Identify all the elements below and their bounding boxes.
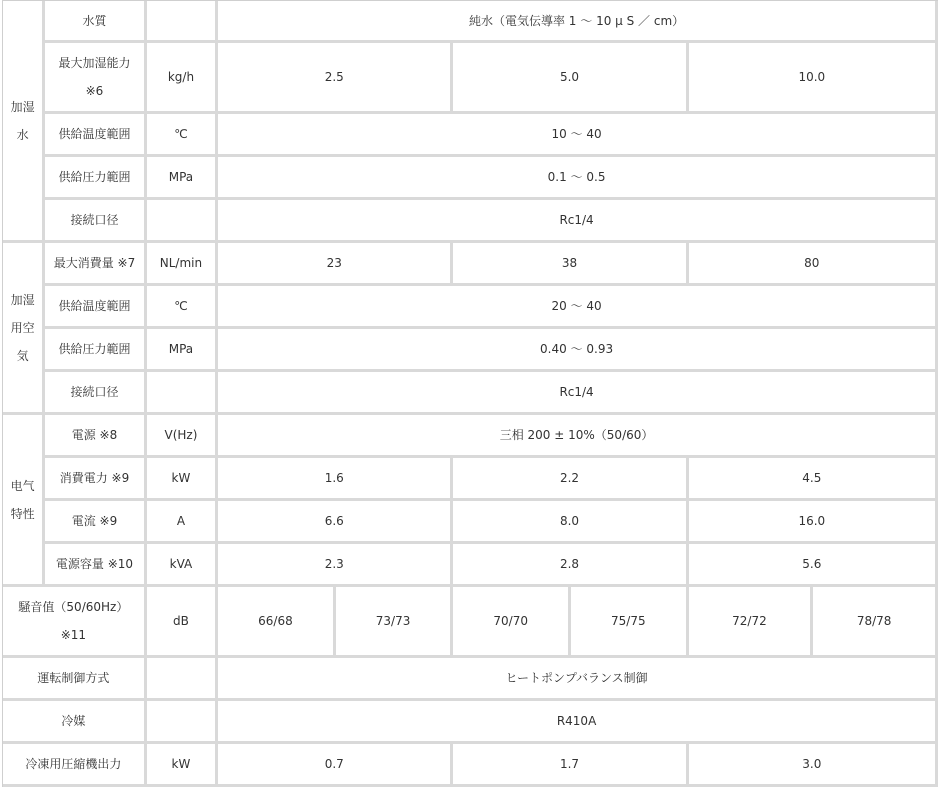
group-air-line3: 気 [16,348,29,363]
row-label: 供給温度範囲 [45,114,147,157]
row-label: 運転制御方式 [3,658,147,701]
group-water-line2: 水 [16,127,29,142]
row-label: 接続口径 [45,372,147,415]
row-unit: MPa [147,157,218,200]
group-electric-line2: 特性 [10,506,35,521]
row-value: 66/68 [218,587,336,658]
row-label: 供給圧力範囲 [45,329,147,372]
row-unit: ℃ [147,286,218,329]
row-unit: A [147,501,218,544]
row-value: 2.8 [453,544,688,587]
row-value: ヒートポンプバランス制御 [218,658,938,701]
row-value: 純水（電気伝導率 1 ～ 10 μ S ／ cm） [218,1,938,43]
row-unit: ℃ [147,114,218,157]
table-row [3,701,938,744]
row-unit [147,1,218,43]
row-label: 供給圧力範囲 [45,157,147,200]
row-value: 5.0 [453,43,688,114]
table-row [3,501,938,544]
row-value: 4.5 [689,458,938,501]
row-unit [147,658,218,701]
row-unit: kW [147,744,218,787]
row-label: 最大消費量 ※7 [45,243,147,286]
group-air-line1: 加湿 [10,292,35,307]
row-value: 0.1 ～ 0.5 [218,157,938,200]
table-row [3,200,938,243]
row-value: 20 ～ 40 [218,286,938,329]
row-value: 73/73 [336,587,454,658]
row-value: 72/72 [689,587,814,658]
row-label-line1: 最大加湿能力 [58,56,131,70]
row-value: Rc1/4 [218,200,938,243]
row-unit [147,701,218,744]
row-label-line1: 騒音值（50/60Hz） [18,600,129,614]
table-row [3,744,938,787]
row-value: 10.0 [689,43,938,114]
row-value: 75/75 [571,587,689,658]
row-value: 0.7 [218,744,453,787]
table-row [3,114,938,157]
table-row [3,1,938,43]
row-label: 消費電力 ※9 [45,458,147,501]
row-label: 接続口径 [45,200,147,243]
row-value: 80 [689,243,938,286]
table-row [3,157,938,200]
row-label: 電流 ※9 [45,501,147,544]
row-value: 23 [218,243,453,286]
group-electric-line1: 电气 [10,478,35,493]
row-value: 1.7 [453,744,688,787]
row-value: 3.0 [689,744,938,787]
row-value: 1.6 [218,458,453,501]
row-unit: MPa [147,329,218,372]
row-label [45,43,147,114]
table-row [3,658,938,701]
row-label-line2: ※6 [85,84,104,98]
row-value: 10 ～ 40 [218,114,938,157]
row-value: 5.6 [689,544,938,587]
row-unit: kVA [147,544,218,587]
row-value: 2.5 [218,43,453,114]
group-water-line1: 加湿 [10,99,35,114]
row-value: 16.0 [689,501,938,544]
row-unit: NL/min [147,243,218,286]
table-row [3,286,938,329]
table-row [3,329,938,372]
row-value: Rc1/4 [218,372,938,415]
row-label-line2: ※11 [60,628,87,642]
group-air-line2: 用空 [10,320,35,335]
table-row [3,372,938,415]
row-value: 8.0 [453,501,688,544]
row-label [3,587,147,658]
row-unit: kW [147,458,218,501]
row-value: R410A [218,701,938,744]
group-air [3,243,45,415]
row-value: 0.40 ～ 0.93 [218,329,938,372]
row-label: 電源容量 ※10 [45,544,147,587]
row-value: 78/78 [813,587,938,658]
row-unit: V(Hz) [147,415,218,458]
row-label: 冷凍用圧縮機出力 [3,744,147,787]
spec-table [2,0,938,787]
row-unit: kg/h [147,43,218,114]
table-row [3,587,938,658]
row-value: 6.6 [218,501,453,544]
table-row [3,243,938,286]
group-electric [3,415,45,587]
row-value: 38 [453,243,688,286]
row-label: 電源 ※8 [45,415,147,458]
row-unit [147,372,218,415]
row-value: 三相 200 ± 10%（50/60） [218,415,938,458]
row-value: 70/70 [453,587,571,658]
table-row [3,415,938,458]
row-value: 2.2 [453,458,688,501]
row-label: 冷媒 [3,701,147,744]
row-label: 供給温度範囲 [45,286,147,329]
row-label: 水質 [45,1,147,43]
row-unit [147,200,218,243]
row-unit: dB [147,587,218,658]
group-water [3,1,45,243]
table-row [3,458,938,501]
row-value: 2.3 [218,544,453,587]
table-row [3,43,938,114]
table-row [3,544,938,587]
